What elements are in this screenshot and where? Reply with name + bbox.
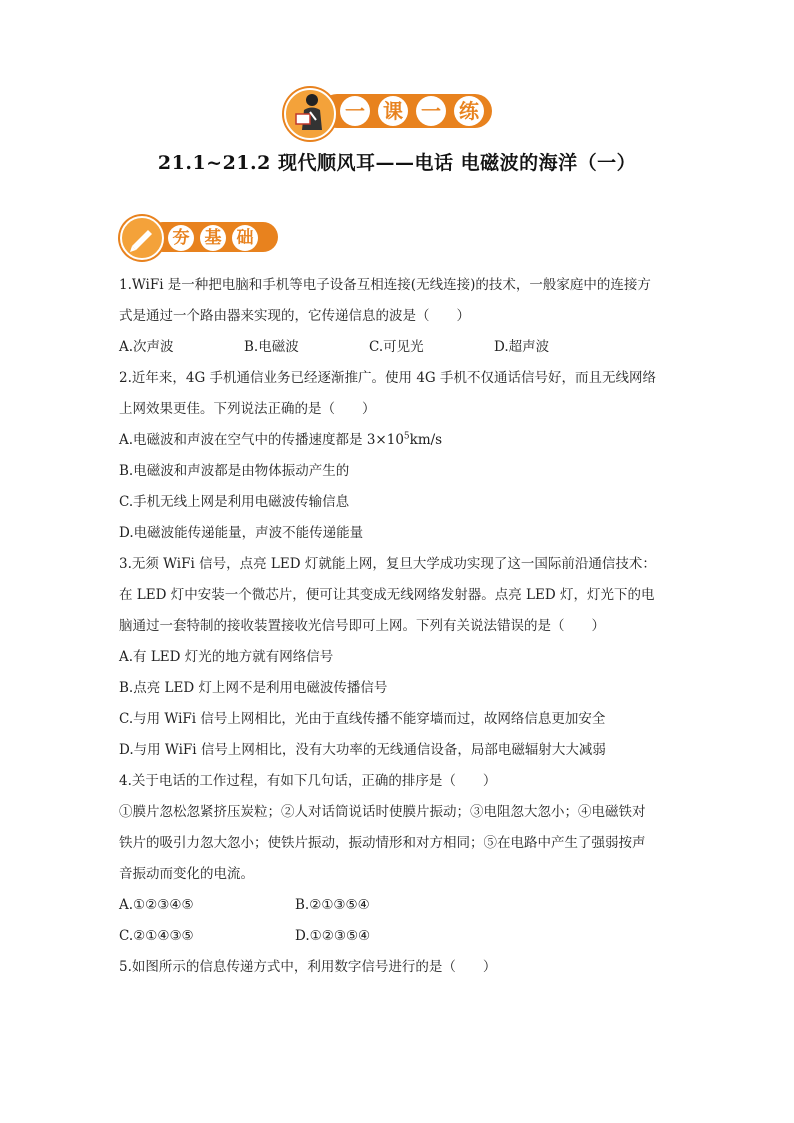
page-title: 21.1~21.2 现代顺风耳——电话 电磁波的海洋（一）	[157, 152, 637, 174]
option-b: B.电磁波	[244, 339, 299, 355]
question-list	[119, 270, 679, 983]
question-text: 在 LED 灯中安装一个微芯片，便可让其变成无线网络发射器。点亮 LED 灯，灯光下的电	[119, 587, 655, 603]
question-5	[119, 952, 679, 983]
pencil-icon	[122, 218, 162, 258]
question-2	[119, 363, 679, 549]
option-c: C.可见光	[369, 339, 424, 355]
question-text: ①膜片忽松忽紧挤压炭粒；②人对话筒说话时使膜片振动；③电阻忽大忽小；④电磁铁对	[119, 804, 646, 820]
banner-char: 课	[378, 96, 408, 126]
option-c: C.②①④③⑤	[119, 928, 194, 944]
option-c: C.与用 WiFi 信号上网相比，光由于直线传播不能穿墙而过，故网络信息更加安全	[119, 711, 606, 727]
section-header	[120, 216, 280, 258]
section-char: 础	[232, 225, 258, 251]
question-text: 2.近年来，4G 手机通信业务已经逐渐推广。使用 4G 手机不仅通话信号好，而且无线网络	[119, 370, 656, 386]
option-a-text: A.电磁波和声波在空气中的传播速度都是 3×10	[119, 432, 404, 448]
question-text: 音振动而变化的电流。	[119, 866, 254, 882]
question-text: 3.无须 WiFi 信号，点亮 LED 灯就能上网，复旦大学成功实现了这一国际前沿通信技术：	[119, 556, 656, 572]
option-b: B.②①③⑤④	[295, 897, 370, 913]
question-text: 脑通过一套特制的接收装置接收光信号即可上网。下列有关说法错误的是（ ）	[119, 618, 605, 634]
option-d: D.电磁波能传递能量，声波不能传递能量	[119, 525, 364, 541]
lesson-banner	[284, 88, 496, 136]
section-char: 基	[200, 225, 226, 251]
option-b: B.电磁波和声波都是由物体振动产生的	[119, 463, 350, 479]
option-a: A.①②③④⑤	[119, 897, 194, 913]
option-a: A.次声波	[119, 339, 174, 355]
question-4	[119, 766, 679, 952]
question-text: 5.如图所示的信息传递方式中，利用数字信号进行的是（ ）	[119, 959, 497, 975]
reading-person-icon	[288, 90, 332, 134]
option-a	[119, 425, 679, 456]
banner-char: 练	[454, 96, 484, 126]
option-c: C.手机无线上网是利用电磁波传输信息	[119, 494, 350, 510]
question-text: 1.WiFi 是一种把电脑和手机等电子设备互相连接(无线连接)的技术，一般家庭中的连接方	[119, 277, 651, 293]
option-b: B.点亮 LED 灯上网不是利用电磁波传播信号	[119, 680, 388, 696]
exponent: 5	[403, 431, 410, 442]
section-badge	[120, 216, 164, 260]
option-a: A.有 LED 灯光的地方就有网络信号	[119, 649, 334, 665]
banner-char: 一	[340, 96, 370, 126]
question-text: 上网效果更佳。下列说法正确的是（ ）	[119, 401, 376, 417]
option-d: D.①②③⑤④	[295, 928, 371, 944]
question-text: 铁片的吸引力忽大忽小；使铁片振动，振动情形和对方相同；⑤在电路中产生了强弱按声	[119, 835, 646, 851]
question-text: 式是通过一个路由器来实现的，它传递信息的波是（ ）	[119, 308, 470, 324]
question-1	[119, 270, 679, 363]
option-d: D.与用 WiFi 信号上网相比，没有大功率的无线通信设备，局部电磁辐射大大减弱	[119, 742, 606, 758]
question-3	[119, 549, 679, 766]
question-text: 4.关于电话的工作过程，有如下几句话，正确的排序是（ ）	[119, 773, 497, 789]
option-a-unit: km/s	[409, 432, 443, 448]
section-char: 夯	[168, 225, 194, 251]
banner-char: 一	[416, 96, 446, 126]
option-d: D.超声波	[494, 339, 550, 355]
